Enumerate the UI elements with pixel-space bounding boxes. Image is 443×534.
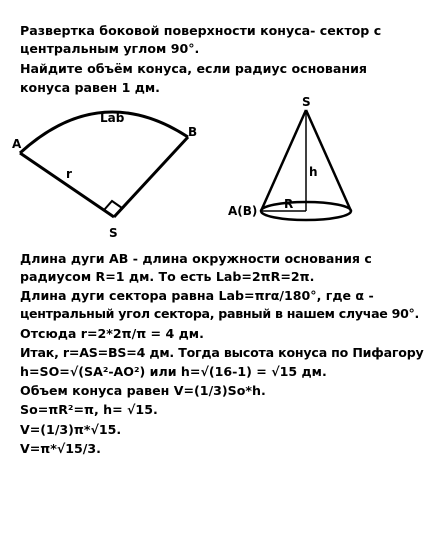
right-angle-mark: [104, 201, 122, 210]
problem-line-3: Найдите объём конуса, если радиус основания: [20, 61, 368, 76]
sector-radius-sb: [114, 137, 188, 217]
solution-line-8: Объем конуса равен V=(1/3)So*h.: [20, 383, 266, 398]
cone-generatrix-right: [306, 110, 351, 211]
label-point-ab: A(B): [228, 204, 258, 218]
label-point-b: B: [188, 125, 198, 139]
label-apex-s: S: [109, 226, 118, 240]
problem-line-2: центральным углом 90°.: [20, 41, 200, 56]
solution-line-4: центральный угол сектора, равный в нашем случае 90°.: [20, 306, 420, 321]
problem-line-4: конуса равен 1 дм.: [20, 80, 160, 95]
label-radius-r: r: [66, 167, 72, 181]
solution-line-7: h=SO=√(SA²-AO²) или h=√(16-1) = √15 дм.: [20, 364, 327, 379]
solution-line-2: радиусом R=1 дм. То есть Lab=2πR=2π.: [20, 269, 315, 284]
sector-figure: [12, 111, 197, 240]
label-radius-big-r: R: [284, 197, 294, 211]
cone-generatrix-left: [261, 110, 306, 211]
label-cone-apex-s: S: [302, 95, 311, 109]
label-point-a: A: [12, 137, 22, 151]
label-arc-lab: Lab: [100, 111, 125, 125]
solution-line-9: So=πR²=π, h= √15.: [20, 402, 158, 417]
solution-line-5: Отсюда r=2*2π/π = 4 дм.: [20, 326, 204, 341]
sector-radius-sa: [20, 153, 114, 217]
solution-line-3: Длина дуги сектора равна Lab=πrα/180°, где α -: [20, 288, 374, 303]
label-height-h: h: [309, 165, 318, 179]
solution-line-6: Итак, r=AS=BS=4 дм. Тогда высота конуса по Пифагору: [20, 345, 424, 360]
solution-line-11: V=π*√15/3.: [20, 441, 101, 456]
solution-line-1: Длина дуги АВ - длина окружности основания с: [20, 251, 372, 266]
problem-line-1: Развертка боковой поверхности конуса- сектор с: [20, 23, 382, 38]
solution-line-10: V=(1/3)π*√15.: [20, 422, 122, 437]
cone-figure: [228, 95, 351, 220]
